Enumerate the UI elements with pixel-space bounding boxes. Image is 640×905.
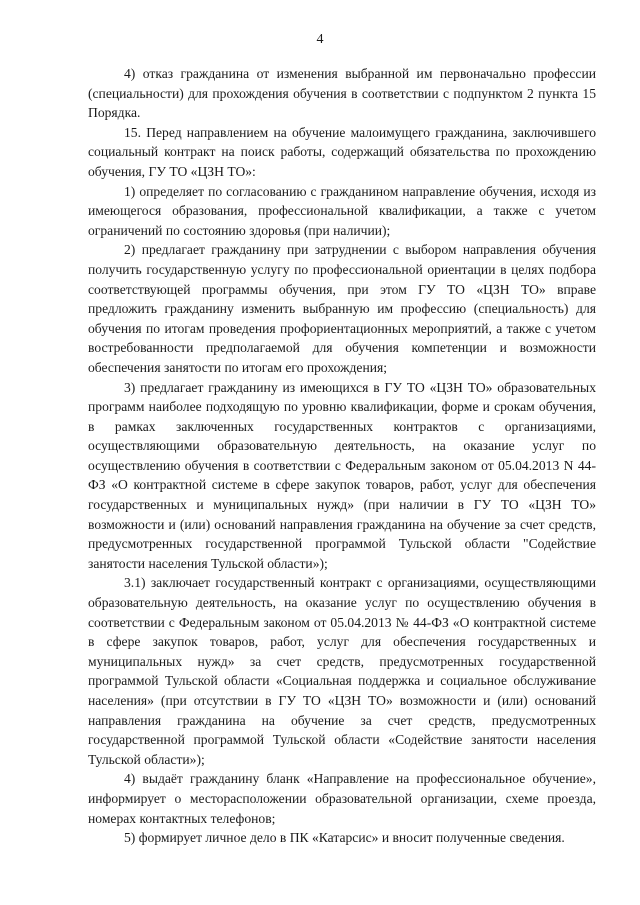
paragraph-item-3: 3) предлагает гражданину из имеющихся в ГУ ТО «ЦЗН ТО» образовательных программ наиболее подходящую по уровню квалификации, форме и срокам обучения, в рамках заключенных государственных контрактов с организациями, осуществляющими образовательную деятельность, на оказание услуг по осуществлению обучения в соответствии с Федеральным законом от 05.04.2013 N 44-ФЗ «О контрактной системе в сфере закупок товаров, работ, услуг для обеспечения государственных и муниципальных нужд» (при наличии в ГУ ТО «ЦЗН ТО» возможности и (или) оснований направления гражданина на обучение за счет средств, предусмотренных государственной программой Тульской области "Содействие занятости населения Тульской области»); (88, 379, 596, 571)
document-body (88, 64, 596, 848)
paragraph-item-2: 2) предлагает гражданину при затруднении с выбором направления обучения получить государственную услугу по профессиональной ориентации в целях подбора соответствующей программы обучения, при этом ГУ ТО «ЦЗН ТО» вправе предложить гражданину изменить выбранную им профессию (специальность) для обучения по итогам проведения профориентационных мероприятий, а также с учетом востребованности предполагаемой для обучения компетенции и возможности обеспечения занятости по итогам его прохождения; (88, 242, 596, 375)
paragraph-item-1: 1) определяет по согласованию с гражданином направление обучения, исходя из имеющегося образования, профессиональной квалификации, а также с учетом ограничений по состоянию здоровья (при наличии); (88, 183, 596, 238)
paragraph-item-5: 5) формирует личное дело в ПК «Катарсис» и вносит полученные сведения. (124, 830, 565, 846)
page-number: 4 (316, 32, 324, 47)
paragraph-section-15: 15. Перед направлением на обучение малоимущего гражданина, заключившего социальный контракт на поиск работы, содержащий обязательства по прохождению обучения, ГУ ТО «ЦЗН ТО»: (88, 124, 596, 179)
paragraph-item-4-refusal: 4) отказ гражданина от изменения выбранной им первоначально профессии (специальности) для прохождения обучения в соответствии с подпунктом 2 пункта 15 Порядка. (88, 66, 596, 121)
paragraph-item-3-1: 3.1) заключает государственный контракт с организациями, осуществляющими образовательную деятельность, на оказание услуг по осуществлению обучения в соответствии с Федеральным законом от 05.04.2013 № 44-ФЗ «О контрактной системе в сфере закупок товаров, работ, услуг для обеспечения государственных и муниципальных нужд» за счет средств, предусмотренных государственной программой Тульской области «Социальная поддержка и социальное обслуживание населения» (при отсутствии в ГУ ТО «ЦЗН ТО» возможности и (или) оснований направления гражданина на обучение за счет средств, предусмотренных государственной программой Тульской области «Содействие занятости населения Тульской области»); (88, 575, 596, 767)
paragraph-item-4: 4) выдаёт гражданину бланк «Направление на профессиональное обучение», информирует о месторасположении образовательной организации, схеме проезда, номерах контактных телефонов; (88, 771, 596, 826)
